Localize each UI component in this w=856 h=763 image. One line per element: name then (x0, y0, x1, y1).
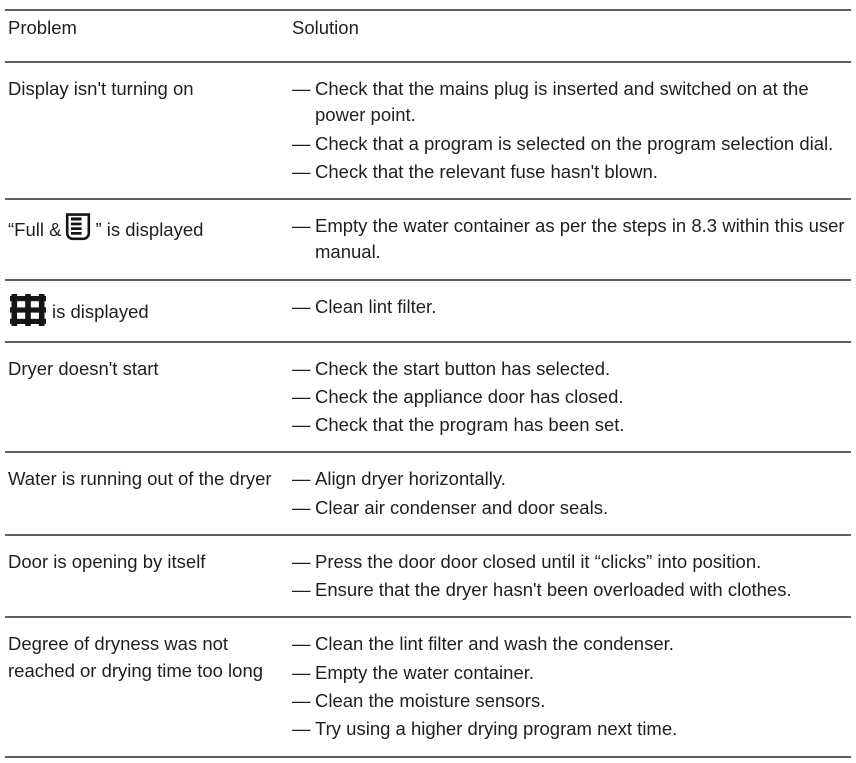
solution-text: Check that the mains plug is inserted and switched on at the power point. (315, 78, 809, 126)
solution-item (292, 412, 847, 438)
problem-cell (5, 280, 292, 342)
solution-cell (292, 342, 851, 453)
solution-text: Align dryer horizontally. (315, 468, 506, 490)
bullet-dash-icon: — (292, 550, 311, 572)
table-row (5, 342, 851, 453)
problem-text-suffix: is displayed (52, 300, 149, 322)
bullet-dash-icon: — (292, 718, 311, 740)
problem-cell (5, 535, 292, 618)
solution-text: Check that the program has been set. (315, 414, 625, 436)
bullet-dash-icon: — (292, 414, 311, 436)
solution-list (292, 356, 847, 439)
problem-cell (5, 617, 292, 756)
problem-cell (5, 452, 292, 535)
bullet-dash-icon: — (292, 661, 311, 683)
solution-list (292, 76, 847, 185)
bullet-dash-icon: — (292, 689, 311, 711)
solution-list (292, 294, 847, 320)
solution-text: Check the appliance door has closed. (315, 385, 624, 407)
solution-text: Empty the water container. (315, 661, 535, 683)
solution-text: Empty the water container as per the steps in 8.3 within this user manual. (315, 215, 845, 263)
solution-list (292, 213, 847, 266)
troubleshooting-table (5, 0, 851, 758)
solution-text: Try using a higher drying program next time. (315, 718, 678, 740)
table-row (5, 617, 851, 756)
bullet-dash-icon: — (292, 132, 311, 154)
water-container-icon (65, 213, 91, 243)
table-row (5, 535, 851, 618)
problem-text-with-icon (8, 301, 149, 322)
lint-filter-icon (10, 294, 46, 328)
problem-cell (5, 199, 292, 280)
solution-text: Clean the moisture sensors. (315, 689, 546, 711)
solution-cell (292, 62, 851, 199)
table-row (5, 280, 851, 342)
problem-text: Display isn't turning on (8, 78, 194, 99)
solution-cell (292, 452, 851, 535)
solution-text: Press the door door closed until it “clicks” into position. (315, 550, 762, 572)
solution-text: Clean the lint filter and wash the condenser. (315, 633, 674, 655)
solution-item (292, 384, 847, 410)
problem-text: Degree of dryness was not reached or drying time too long (8, 633, 264, 681)
bullet-dash-icon: — (292, 468, 311, 490)
solution-item (292, 716, 847, 742)
solution-list (292, 631, 847, 742)
problem-cell (5, 342, 292, 453)
bullet-dash-icon: — (292, 579, 311, 601)
solution-cell (292, 199, 851, 280)
solution-list (292, 549, 847, 604)
table-body (5, 62, 851, 757)
solution-cell (292, 280, 851, 342)
bullet-dash-icon: — (292, 385, 311, 407)
solution-item (292, 577, 847, 603)
solution-item (292, 688, 847, 714)
solution-text: Check that the relevant fuse hasn't blown. (315, 160, 658, 182)
solution-text: Check the start button has selected. (315, 357, 611, 379)
solution-item (292, 213, 847, 266)
solution-item (292, 631, 847, 657)
table-row (5, 452, 851, 535)
solution-item (292, 495, 847, 521)
solution-list (292, 466, 847, 521)
table-row (5, 199, 851, 280)
column-header-problem: Problem (5, 0, 292, 62)
solution-item (292, 660, 847, 686)
solution-text: Clean lint filter. (315, 295, 437, 317)
bullet-dash-icon: — (292, 496, 311, 518)
problem-text: Dryer doesn't start (8, 357, 159, 379)
bullet-dash-icon: — (292, 160, 311, 182)
bullet-dash-icon: — (292, 215, 311, 237)
problem-text: Water is running out of the dryer (8, 468, 272, 490)
solution-text: Check that a program is selected on the program selection dial. (315, 132, 834, 154)
solution-text: Clear air condenser and door seals. (315, 496, 609, 518)
problem-text: Door is opening by itself (8, 550, 206, 572)
problem-text-prefix: “Full & (8, 219, 62, 241)
solution-item (292, 466, 847, 492)
problem-text-suffix: ” is displayed (95, 219, 204, 241)
solution-item (292, 131, 847, 157)
bullet-dash-icon: — (292, 357, 311, 379)
solution-item (292, 294, 847, 320)
solution-text: Ensure that the dryer hasn't been overloaded with clothes. (315, 579, 792, 601)
problem-text-with-icon (8, 219, 203, 240)
solution-item (292, 76, 847, 129)
bullet-dash-icon: — (292, 78, 311, 99)
problem-cell (5, 62, 292, 199)
solution-cell (292, 535, 851, 618)
table-row (5, 62, 851, 199)
solution-item (292, 549, 847, 575)
bullet-dash-icon: — (292, 633, 311, 655)
table-top-rule (5, 9, 851, 11)
bullet-dash-icon: — (292, 295, 311, 317)
solution-cell (292, 617, 851, 756)
column-header-solution: Solution (292, 0, 851, 62)
solution-item (292, 159, 847, 185)
solution-item (292, 356, 847, 382)
